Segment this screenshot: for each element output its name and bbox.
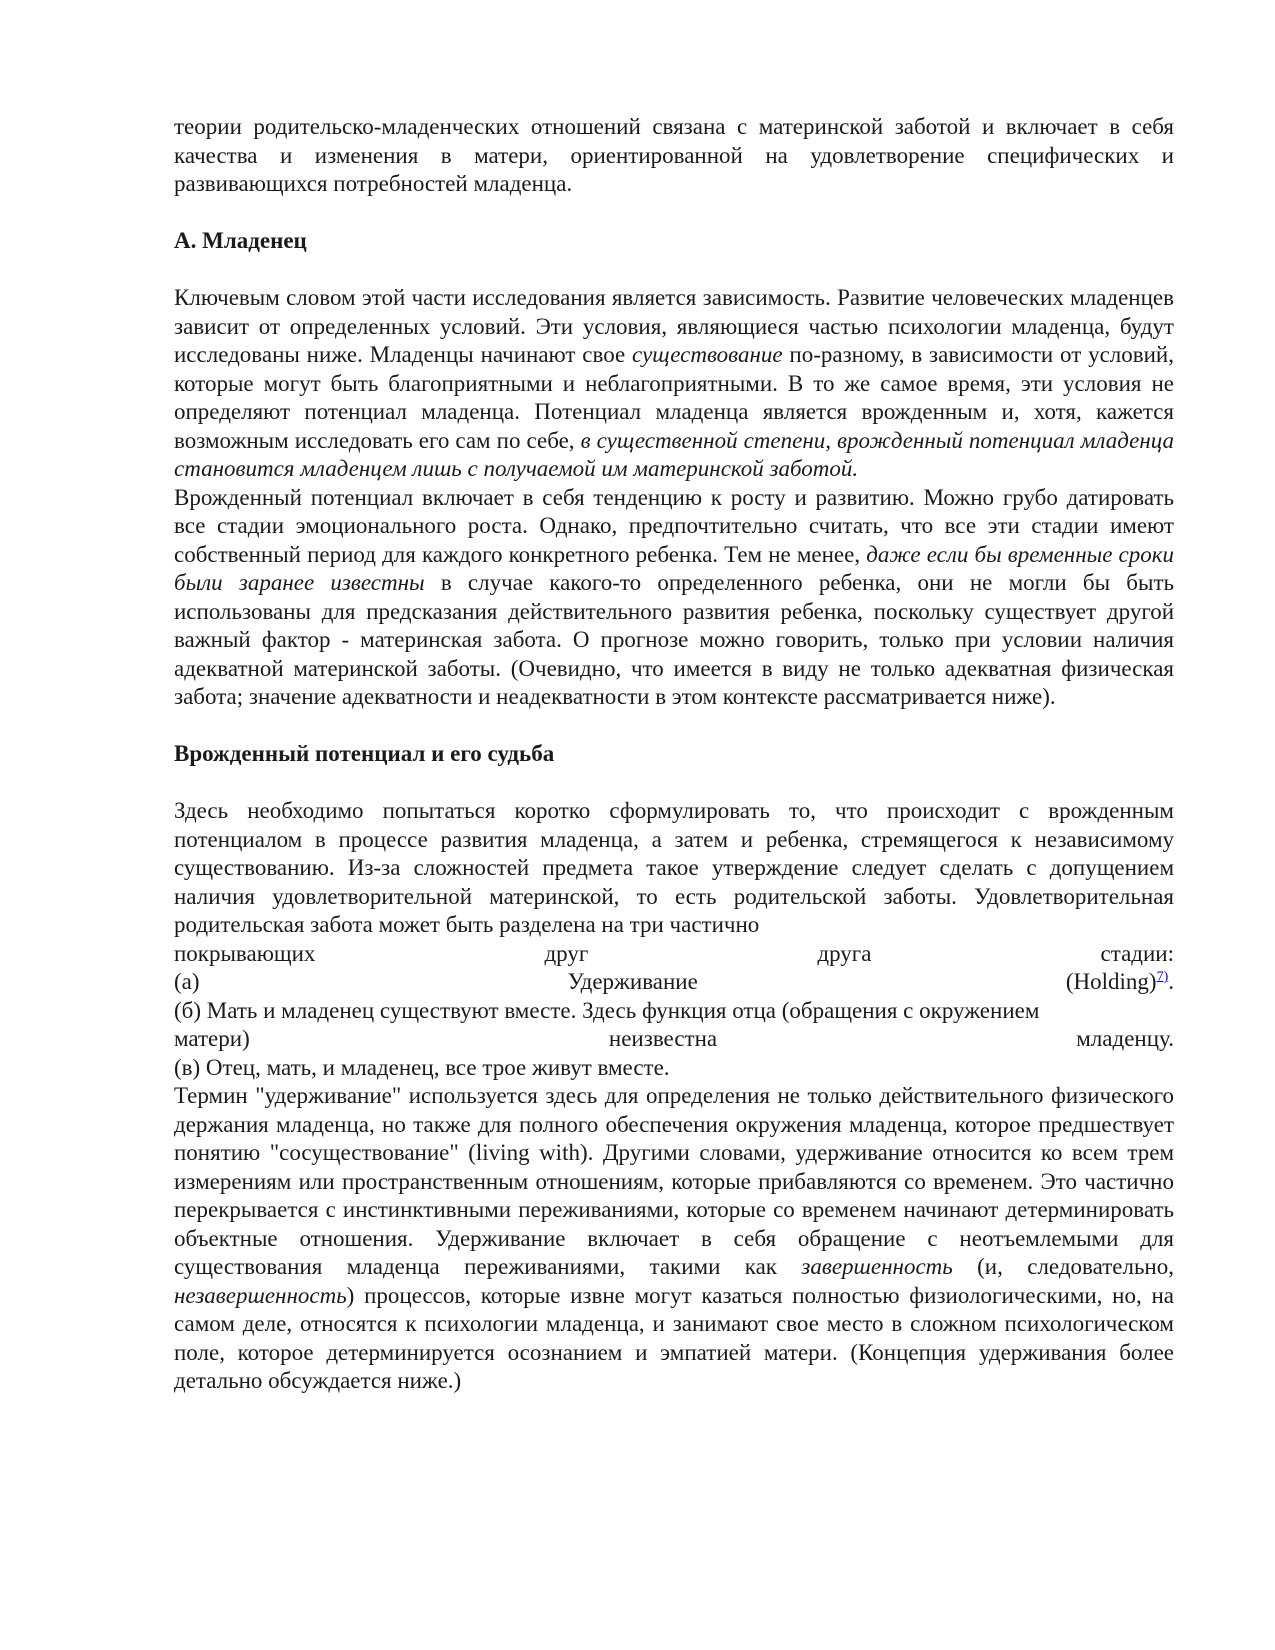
paragraph-holding [174, 1082, 1174, 1396]
stage-label: (а) [174, 969, 200, 994]
stage-a-line [174, 968, 1174, 997]
text-run: Ключевым словом этой части исследования является зависимость. Развитие человеческих младенцев зависит от определенных условий. Эти условия, являющиеся частью психологии младенца, будут исследованы ниже. Младенцы начинают свое [174, 285, 1174, 367]
english-term: (Holding) [1065, 969, 1157, 994]
word: друга [817, 940, 872, 966]
paragraph-formulation: Здесь необходимо попытаться коротко сформулировать то, что происходит с врожденным потенциалом в процессе развития младенца, а затем и ребенка, стремящегося к независимому существованию. Из-за сложностей предмета такое утверждение следует сделать с допущением наличия удовлетворительной материнской, то есть родительской заботы. Удовлетворительная родительская забота может быть разделена на три частично [174, 798, 1174, 937]
word: друг [544, 940, 589, 966]
spacer [174, 199, 1174, 228]
section-heading-infant: А. Младенец [174, 228, 307, 253]
word: младенцу. [1076, 1026, 1174, 1051]
text-run: по-разному, в зависимости от условий, которые могут быть благоприятными и неблагоприятными. В то же самое время, эти условия не определяют потенциал младенца. Потенциал младенца является врожденным и, хотя, кажется возможным исследовать его сам по себе, [174, 342, 1174, 453]
spacer [174, 769, 1174, 798]
text-run: (и, следовательно, [952, 1254, 1174, 1279]
paragraph-inherited-potential [174, 484, 1174, 712]
footnote-ref [1157, 969, 1169, 984]
italic-run: в существенной степени, врожденный потенциал младенца становится младенцем лишь с получаемой им материнской заботой. [174, 427, 1175, 481]
text-run: Врожденный потенциал включает в себя тенденцию к росту и развитию. Можно грубо датировать все стадии эмоционального роста. Однако, предпочтительно считать, что все эти стадии имеют собственный период для каждого конкретного ребенка. Тем не менее, [174, 484, 1174, 567]
italic-run: существование [632, 342, 783, 367]
word: стадии: [1100, 940, 1174, 966]
spacer [174, 256, 1174, 285]
stage-b-line1: (б) Мать и младенец существуют вместе. Здесь функция отца (обращения с окружением [174, 997, 1040, 1023]
intro-paragraph: теории родительско-младенческих отношений связана с материнской заботой и включает в себя качества и изменения в матери, ориентированной на удовлетворение специфических и развивающихся потребностей младенца. [174, 114, 1174, 196]
italic-run: даже если бы временные сроки были заранее известны [174, 541, 1174, 595]
text-run: Термин "удерживание" используется здесь для определения не только действительного физического держания младенца, но также для полного обеспечения окружения младенца, которое предшествует понятию "сосуществование" (living with). Другими словами, удерживание относится ко всем трем измерениям или пространственным отношениям, которые прибавляются со временем. Это частично перекрывается с инстинктивными переживаниями, которые со временем начинают детерминировать объектные отношения. Удерживание включает в себя обращение с неотъемлемыми для существования младенца переживаниями, такими как [174, 1083, 1174, 1279]
stage-b-line2 [174, 1025, 1174, 1054]
text-run: ) процессов, которые извне могут казаться полностью физиологическими, но, на самом деле, относятся к психологии младенца, и занимают свое место в сложном психологическом поле, которое детерминируется осознанием и эмпатией матери. (Концепция удерживания более детально обсуждается ниже.) [174, 1282, 1174, 1393]
text-run: в случае какого-то определенного ребенка, они не могли бы быть использованы для предсказания действительного развития ребенка, поскольку существует другой важный фактор - материнская забота. О прогнозе можно говорить, только при условии наличия адекватной материнской заботы. (Очевидно, что имеется в виду не только адекватная физическая забота; значение адекватности и неадекватности в этом контексте рассматривается ниже). [174, 570, 1174, 709]
word: неизвестна [608, 1026, 718, 1051]
paragraph-dependence [174, 284, 1174, 484]
period: . [1168, 969, 1174, 994]
document-page [174, 113, 1174, 1396]
stages-intro-line [174, 940, 1174, 969]
stage-english-term [1066, 968, 1174, 997]
word: матери) [174, 1026, 250, 1051]
italic-run: завершенность [801, 1254, 953, 1279]
stage-name: Удерживание [567, 969, 698, 994]
spacer [174, 712, 1174, 741]
word: покрывающих [174, 940, 316, 966]
stage-c-line: (в) Отец, мать, и младенец, все трое живут вместе. [174, 1054, 670, 1080]
italic-run: незавершенность [174, 1282, 347, 1308]
footnote-link[interactable]: 7) [1156, 969, 1169, 985]
section-heading-potential: Врожденный потенциал и его судьба [174, 741, 555, 766]
